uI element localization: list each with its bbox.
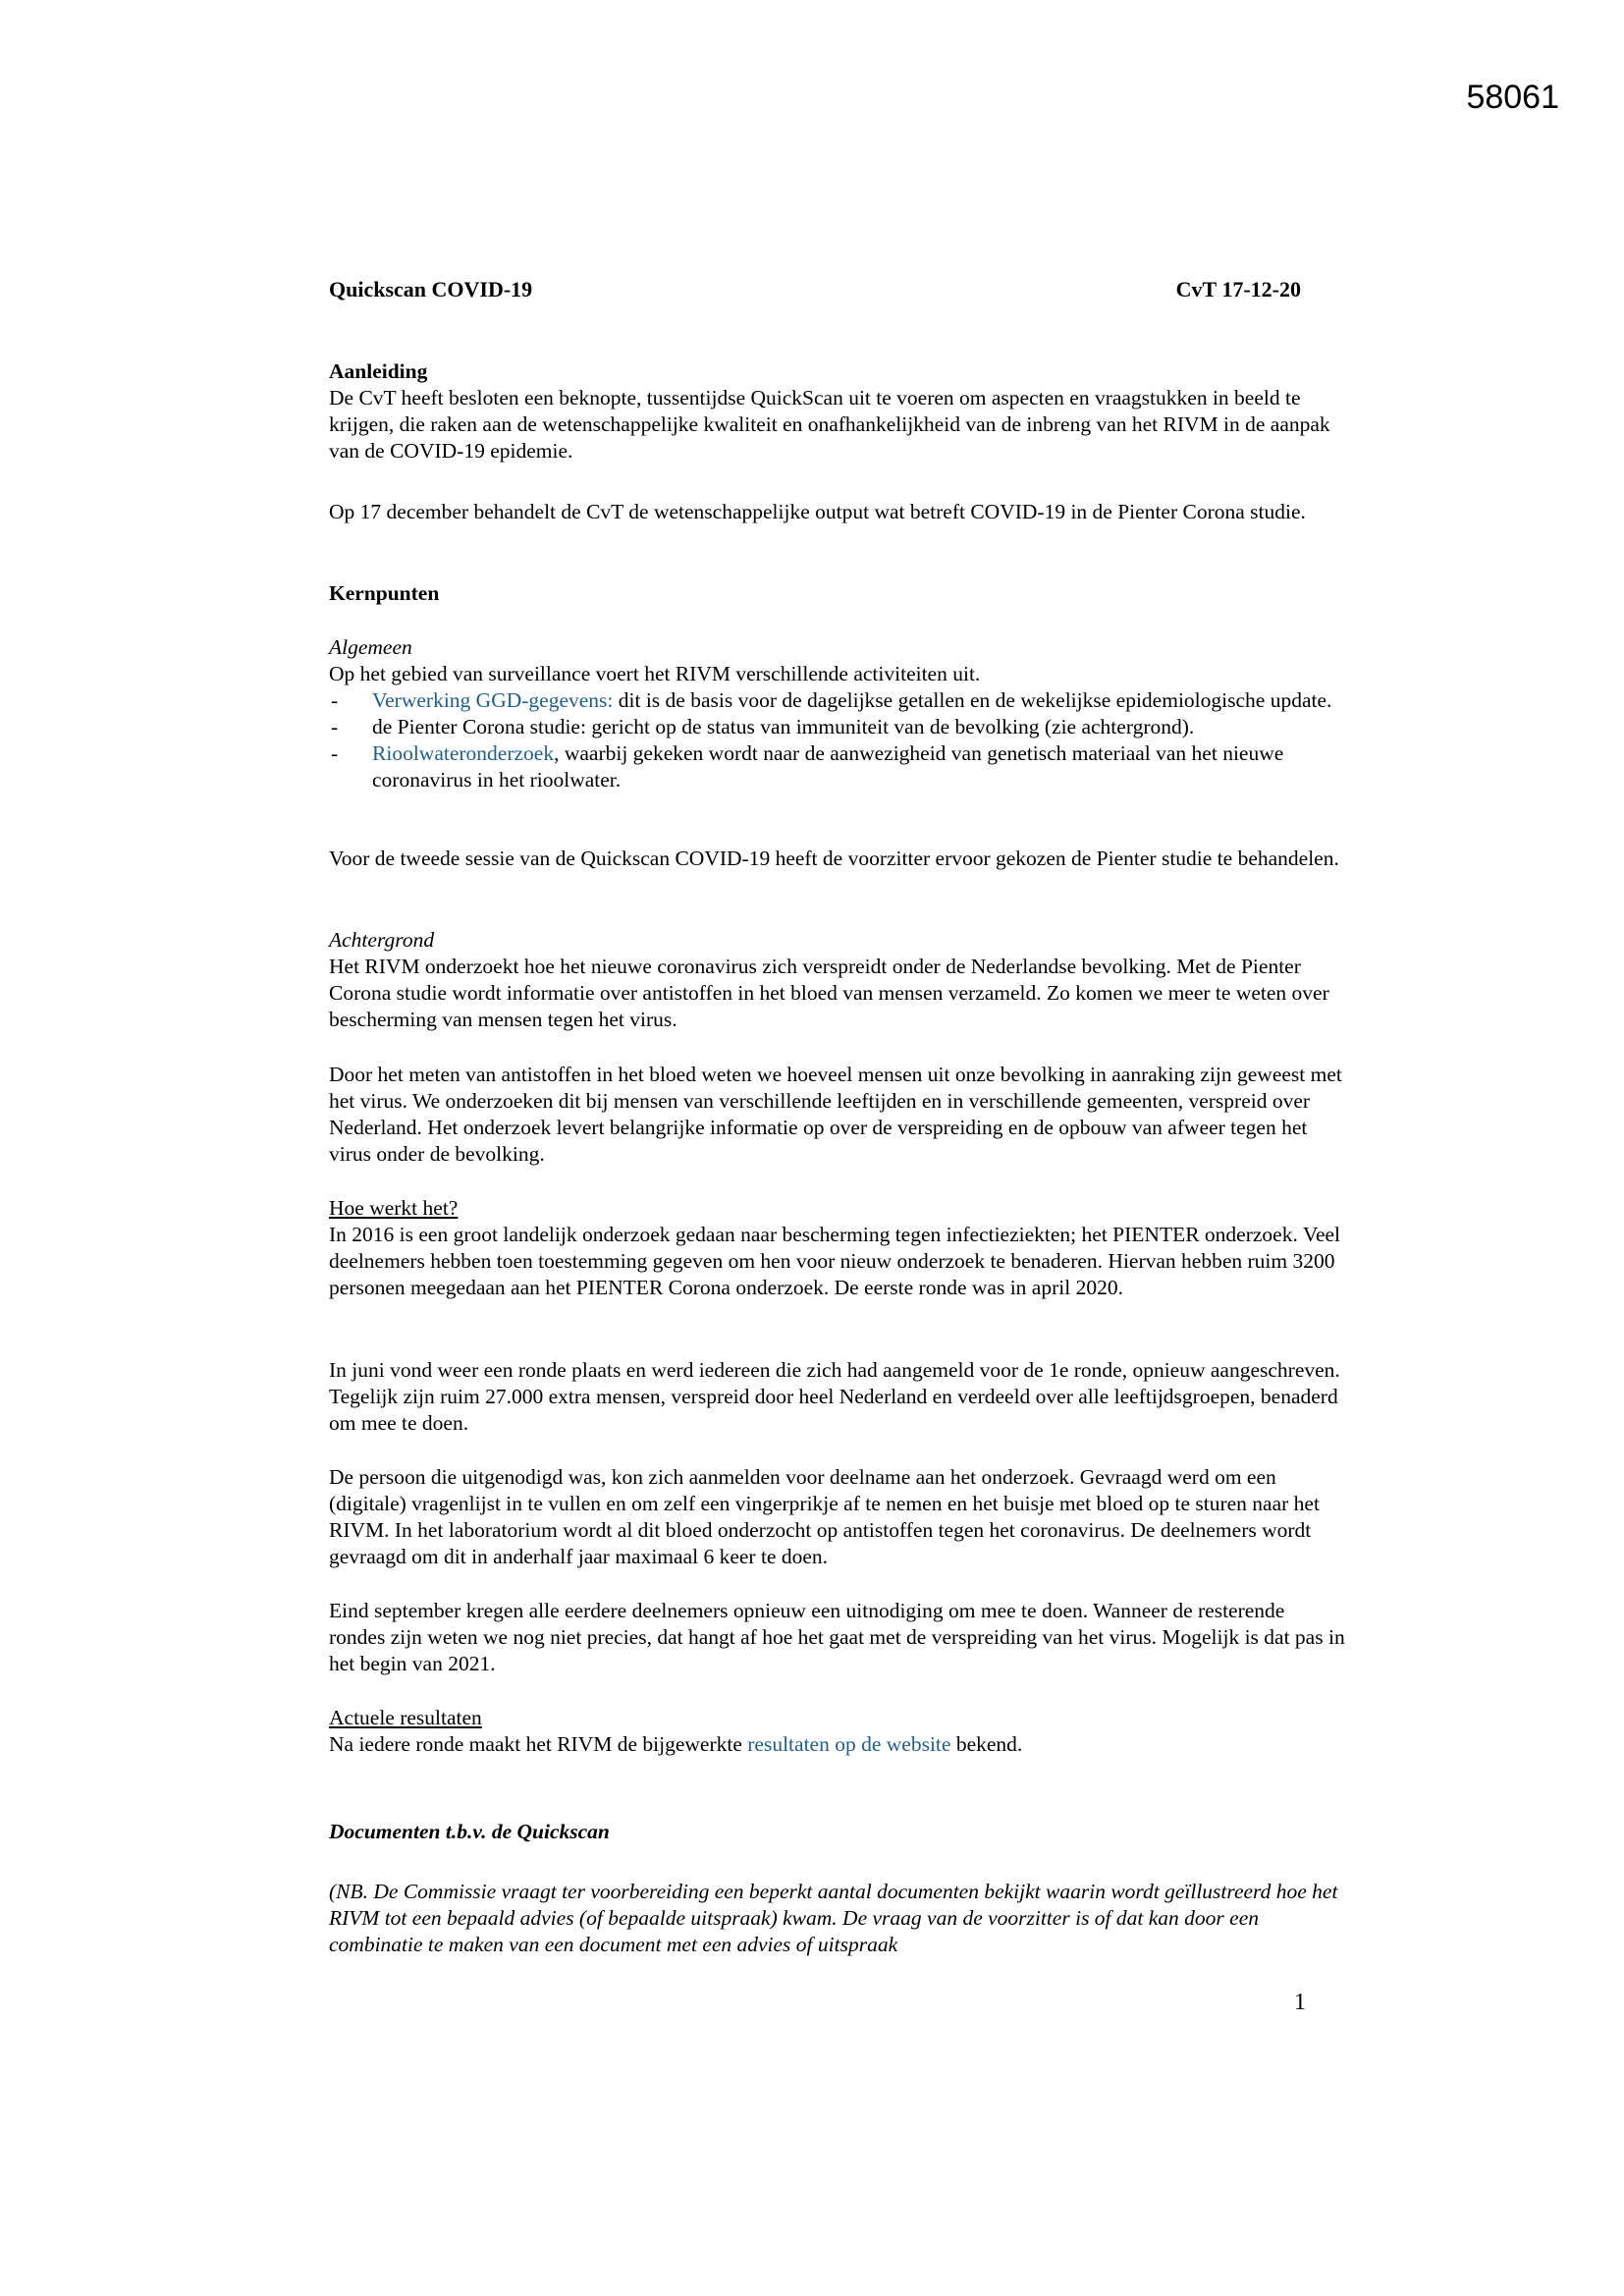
heading-aanleiding: Aanleiding (329, 359, 428, 383)
paragraph-hoe-werkt-1: In 2016 is een groot landelijk onderzoek gedaan naar bescherming tegen infectieziekten; het PIENTER onderzoek. Veel deelnemers hebben toen toestemming gegeven om hen voor nieuw onderzoek te benaderen. Hiervan hebben ruim 3200 personen meegedaan aan het PIENTER Corona onderzoek. De eerste ronde was in april 2020. (329, 1223, 1341, 1299)
section-achtergrond (329, 927, 1345, 1033)
label-actuele-resultaten: Actuele resultaten (329, 1706, 482, 1729)
section-algemeen (329, 634, 1345, 793)
section-kernpunten (329, 580, 1345, 607)
paragraph-aanleiding-1: De CvT heeft besloten een beknopte, tussentijdse QuickScan uit te voeren om aspecten en vraagstukken in beeld te krijgen, die raken aan de wetenschappelijke kwaliteit en onafhankelijkheid van de inbreng van het RIVM in de aanpak van de COVID-19 epidemie. (329, 386, 1330, 463)
link-resultaten-website[interactable]: resultaten op de website (747, 1732, 951, 1756)
heading-kernpunten: Kernpunten (329, 581, 440, 605)
list-item (329, 687, 1345, 714)
paragraph-documenten-note: (NB. De Commissie vraagt ter voorbereiding een beperkt aantal documenten bekijkt waarin wordt geïllustreerd hoe het RIVM tot een bepaald advies (of bepaalde uitspraak) kwam. De vraag van de voorzitter is of dat kan door een combinatie te maken van een document met een advies of uitspraak (329, 1880, 1338, 1956)
section-hoe-werkt-2 (329, 1357, 1345, 1437)
section-hoe-werkt-3 (329, 1464, 1345, 1570)
section-hoe-werkt-4 (329, 1598, 1345, 1677)
link-rioolwateronderzoek[interactable]: Rioolwateronderzoek (372, 741, 555, 765)
list-item (329, 714, 1345, 740)
section-sessie (329, 846, 1345, 872)
section-documenten (329, 1819, 1345, 1845)
page-number: 1 (1294, 1990, 1306, 2015)
paragraph-achtergrond-2: Door het meten van antistoffen in het bloed weten we hoeveel mensen uit onze bevolking in aanraking zijn geweest met het virus. We onderzoeken dit bij mensen van verschillende leeftijden en in verschillende gemeenten, verspreid over Nederland. Het onderzoek levert belangrijke informatie op over de verspreiding en de opbouw van afweer tegen het virus onder de bevolking. (329, 1063, 1342, 1166)
paragraph-hoe-werkt-4: Eind september kregen alle eerdere deelnemers opnieuw een uitnodiging om mee te doen. Wanneer de resterende rondes zijn weten we nog niet precies, dat hangt af hoe het gaat met de verspreiding van het virus. Mogelijk is dat pas in het begin van 2021. (329, 1599, 1345, 1675)
actuele-text-after: bekend. (950, 1732, 1023, 1756)
label-achtergrond: Achtergrond (329, 928, 435, 952)
document-date: CvT 17-12-20 (1175, 277, 1301, 301)
paragraph-actuele (329, 1731, 1345, 1758)
list-item-text: de Pienter Corona studie: gericht op de status van immuniteit van de bevolking (zie achtergrond). (372, 715, 1195, 738)
paragraph-hoe-werkt-3: De persoon die uitgenodigd was, kon zich aanmelden voor deelname aan het onderzoek. Gevraagd werd om een (digitale) vragenlijst in te vullen en om zelf een vingerprikje af te nemen en het buisje met bloed op te sturen naar het RIVM. In het laboratorium wordt al dit bloed onderzocht op antistoffen tegen het coronavirus. De deelnemers wordt gevraagd om dit in anderhalf jaar maximaal 6 keer te doen. (329, 1465, 1320, 1568)
paragraph-hoe-werkt-2: In juni vond weer een ronde plaats en werd iedereen die zich had aangemeld voor de 1e ronde, opnieuw aangeschreven. Tegelijk zijn ruim 27.000 extra mensen, verspreid door heel Nederland en verdeeld over alle leeftijdsgroepen, benaderd om mee te doen. (329, 1358, 1340, 1435)
paragraph-aanleiding-2: Op 17 december behandelt de CvT de wetenschappelijke output wat betreft COVID-19 in de Pienter Corona studie. (329, 500, 1306, 523)
actuele-text-before: Na iedere ronde maakt het RIVM de bijgewerkte (329, 1732, 748, 1756)
section-hoe-werkt (329, 1195, 1345, 1301)
paragraph-sessie: Voor de tweede sessie van de Quickscan COVID-19 heeft de voorzitter ervoor gekozen de Pienter studie te behandelen. (329, 847, 1339, 870)
section-actuele (329, 1705, 1345, 1758)
list-item (329, 740, 1345, 793)
list-item-text: , waarbij gekeken wordt naar de aanwezigheid van genetisch materiaal van het nieuwe coronavirus in het rioolwater. (372, 741, 1284, 792)
paragraph-achtergrond-1: Het RIVM onderzoekt hoe het nieuwe coronavirus zich verspreidt onder de Nederlandse bevolking. Met de Pienter Corona studie wordt informatie over antistoffen in het bloed van mensen verzameld. Zo komen we meer te weten over bescherming van mensen tegen het virus. (329, 955, 1329, 1031)
section-achtergrond-2 (329, 1062, 1345, 1168)
surveillance-list (329, 687, 1345, 793)
label-algemeen: Algemeen (329, 635, 412, 659)
paragraph-algemeen-intro: Op het gebied van surveillance voert het RIVM verschillende activiteiten uit. (329, 662, 981, 685)
document-number: 58061 (1466, 79, 1559, 116)
heading-documenten: Documenten t.b.v. de Quickscan (329, 1820, 610, 1843)
label-hoe-werkt: Hoe werkt het? (329, 1196, 459, 1220)
section-documenten-note (329, 1879, 1345, 1958)
link-ggd-gegevens[interactable]: Verwerking GGD-gegevens: (372, 688, 614, 712)
section-aanleiding (329, 358, 1345, 465)
section-aanleiding-2 (329, 499, 1345, 525)
document-title: Quickscan COVID-19 (329, 277, 533, 301)
list-item-text: dit is de basis voor de dagelijkse getallen en de wekelijkse epidemiologische update. (613, 688, 1332, 712)
